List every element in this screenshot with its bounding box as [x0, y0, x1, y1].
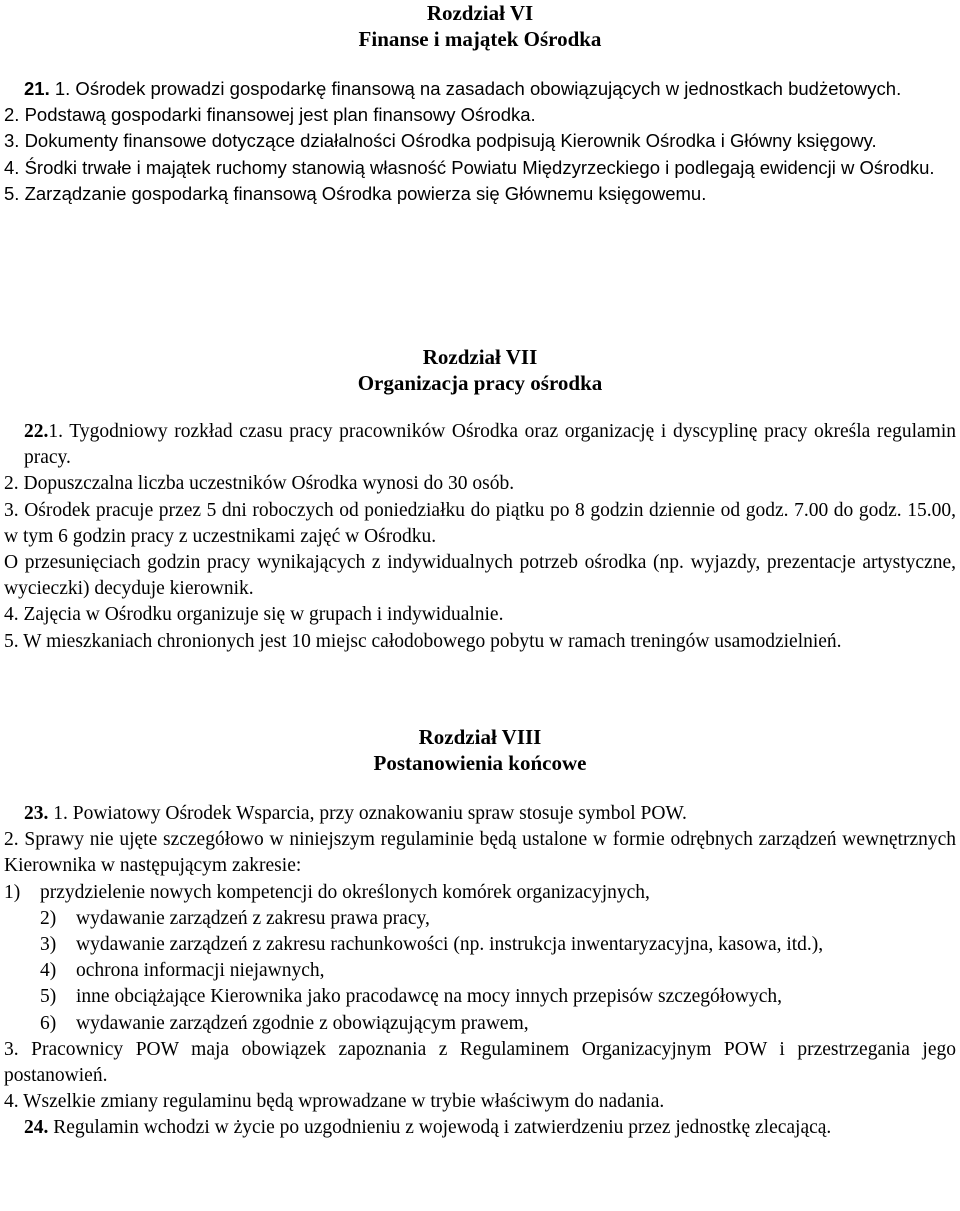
section-22-par-5: 5. W mieszkaniach chronionych jest 10 miejsc całodobowego pobytu w ramach treningów usamodzielnień. — [4, 630, 842, 652]
section-23-number: 23. — [24, 803, 49, 824]
section-22-number: 22. — [24, 421, 49, 442]
list-item: 3) wydawanie zarządzeń z zakresu rachunkowości (np. instrukcja inwentaryzacyjna, kasowa, itd.), — [40, 934, 824, 956]
section-21-par-2: 2. Podstawą gospodarki finansowej jest plan finansowy Ośrodka. — [4, 104, 536, 126]
section-22-par-3: 3. Ośrodek pracuje przez 5 dni roboczych od poniedziałku do piątku po 8 godzin dziennie od godz. 7.00 do godz. 15.00, w tym 6 godzin pracy z uczestnikami zajęć w Ośrodku. — [4, 499, 956, 547]
section-22-par-3b: O przesunięciach godzin pracy wynikających z indywidualnych potrzeb ośrodka (np. wyjazdy, prezentacje artystyczne, wycieczki) decyduje kierownik. — [4, 552, 956, 600]
section-21-number: 21. — [24, 78, 50, 99]
section-23-par-3: 3. Pracownicy POW maja obowiązek zapoznania z Regulaminem Organizacyjnym POW i przestrzegania jego postanowień. — [4, 1038, 956, 1087]
section-23-par-1: 23. 1. Powiatowy Ośrodek Wsparcia, przy oznakowaniu spraw stosuje symbol POW. — [24, 803, 687, 824]
section-24-number: 24. — [24, 1117, 49, 1139]
chapter-6-subtitle: Finanse i majątek Ośrodka — [358, 27, 602, 51]
chapter-8-title: Rozdział VIII — [418, 725, 542, 749]
chapter-7 — [4, 344, 956, 655]
section-23-list — [4, 880, 956, 1037]
section-22-par-2: 2. Dopuszczalna liczba uczestników Ośrodka wynosi do 30 osób. — [4, 473, 515, 495]
section-21-par-3: 3. Dokumenty finansowe dotyczące działalności Ośrodka podpisują Kierownik Ośrodka i Główny księgowy. — [4, 130, 877, 152]
list-item: 4) ochrona informacji niejawnych, — [40, 960, 325, 982]
section-21-par-5: 5. Zarządzanie gospodarką finansową Ośrodka powierza się Głównemu księgowemu. — [4, 182, 707, 204]
list-item: 2) wydawanie zarządzeń z zakresu prawa pracy, — [40, 907, 430, 929]
chapter-6-title: Rozdział VI — [426, 1, 534, 25]
section-21-par-1: 21. 1. Ośrodek prowadzi gospodarkę finansową na zasadach obowiązujących w jednostkach budżetowych. — [24, 78, 902, 99]
list-item: 6) wydawanie zarządzeń zgodnie z obowiązującym prawem, — [40, 1012, 529, 1034]
chapter-8-subtitle: Postanowienia końcowe — [373, 751, 587, 775]
section-22-par-4: 4. Zajęcia w Ośrodku organizuje się w grupach i indywidualnie. — [4, 604, 504, 626]
section-21-par-4: 4. Środki trwałe i majątek ruchomy stanowią własność Powiatu Międzyrzeckiego i podlegają ewidencji w Ośrodku. — [4, 156, 935, 178]
list-item: 1) przydzielenie nowych kompetencji do określonych komórek organizacyjnych, — [4, 881, 650, 903]
section-22-par-1: 22.1. Tygodniowy rozkład czasu pracy pracowników Ośrodka oraz organizację i dyscyplinę pracy określa regulamin pracy. — [24, 421, 956, 469]
section-23-par-2: 2. Sprawy nie ujęte szczegółowo w niniejszym regulaminie będą ustalone w formie odrębnych zarządzeń wewnętrznych Kierownika w następującym zakresie: — [4, 829, 956, 877]
section-24: 24. Regulamin wchodzi w życie po uzgodnieniu z wojewodą i zatwierdzeniu przez jednostkę zlecającą. — [24, 1117, 832, 1139]
list-item: 5) inne obciążające Kierownika jako pracodawcę na mocy innych przepisów szczegółowych, — [40, 986, 783, 1008]
chapter-7-subtitle: Organizacja pracy ośrodka — [357, 371, 603, 395]
chapter-6 — [4, 0, 956, 207]
chapter-7-title: Rozdział VII — [422, 345, 538, 369]
chapter-8 — [4, 724, 956, 1142]
section-23-par-4: 4. Wszelkie zmiany regulaminu będą wprowadzane w trybie właściwym do nadania. — [4, 1091, 665, 1113]
